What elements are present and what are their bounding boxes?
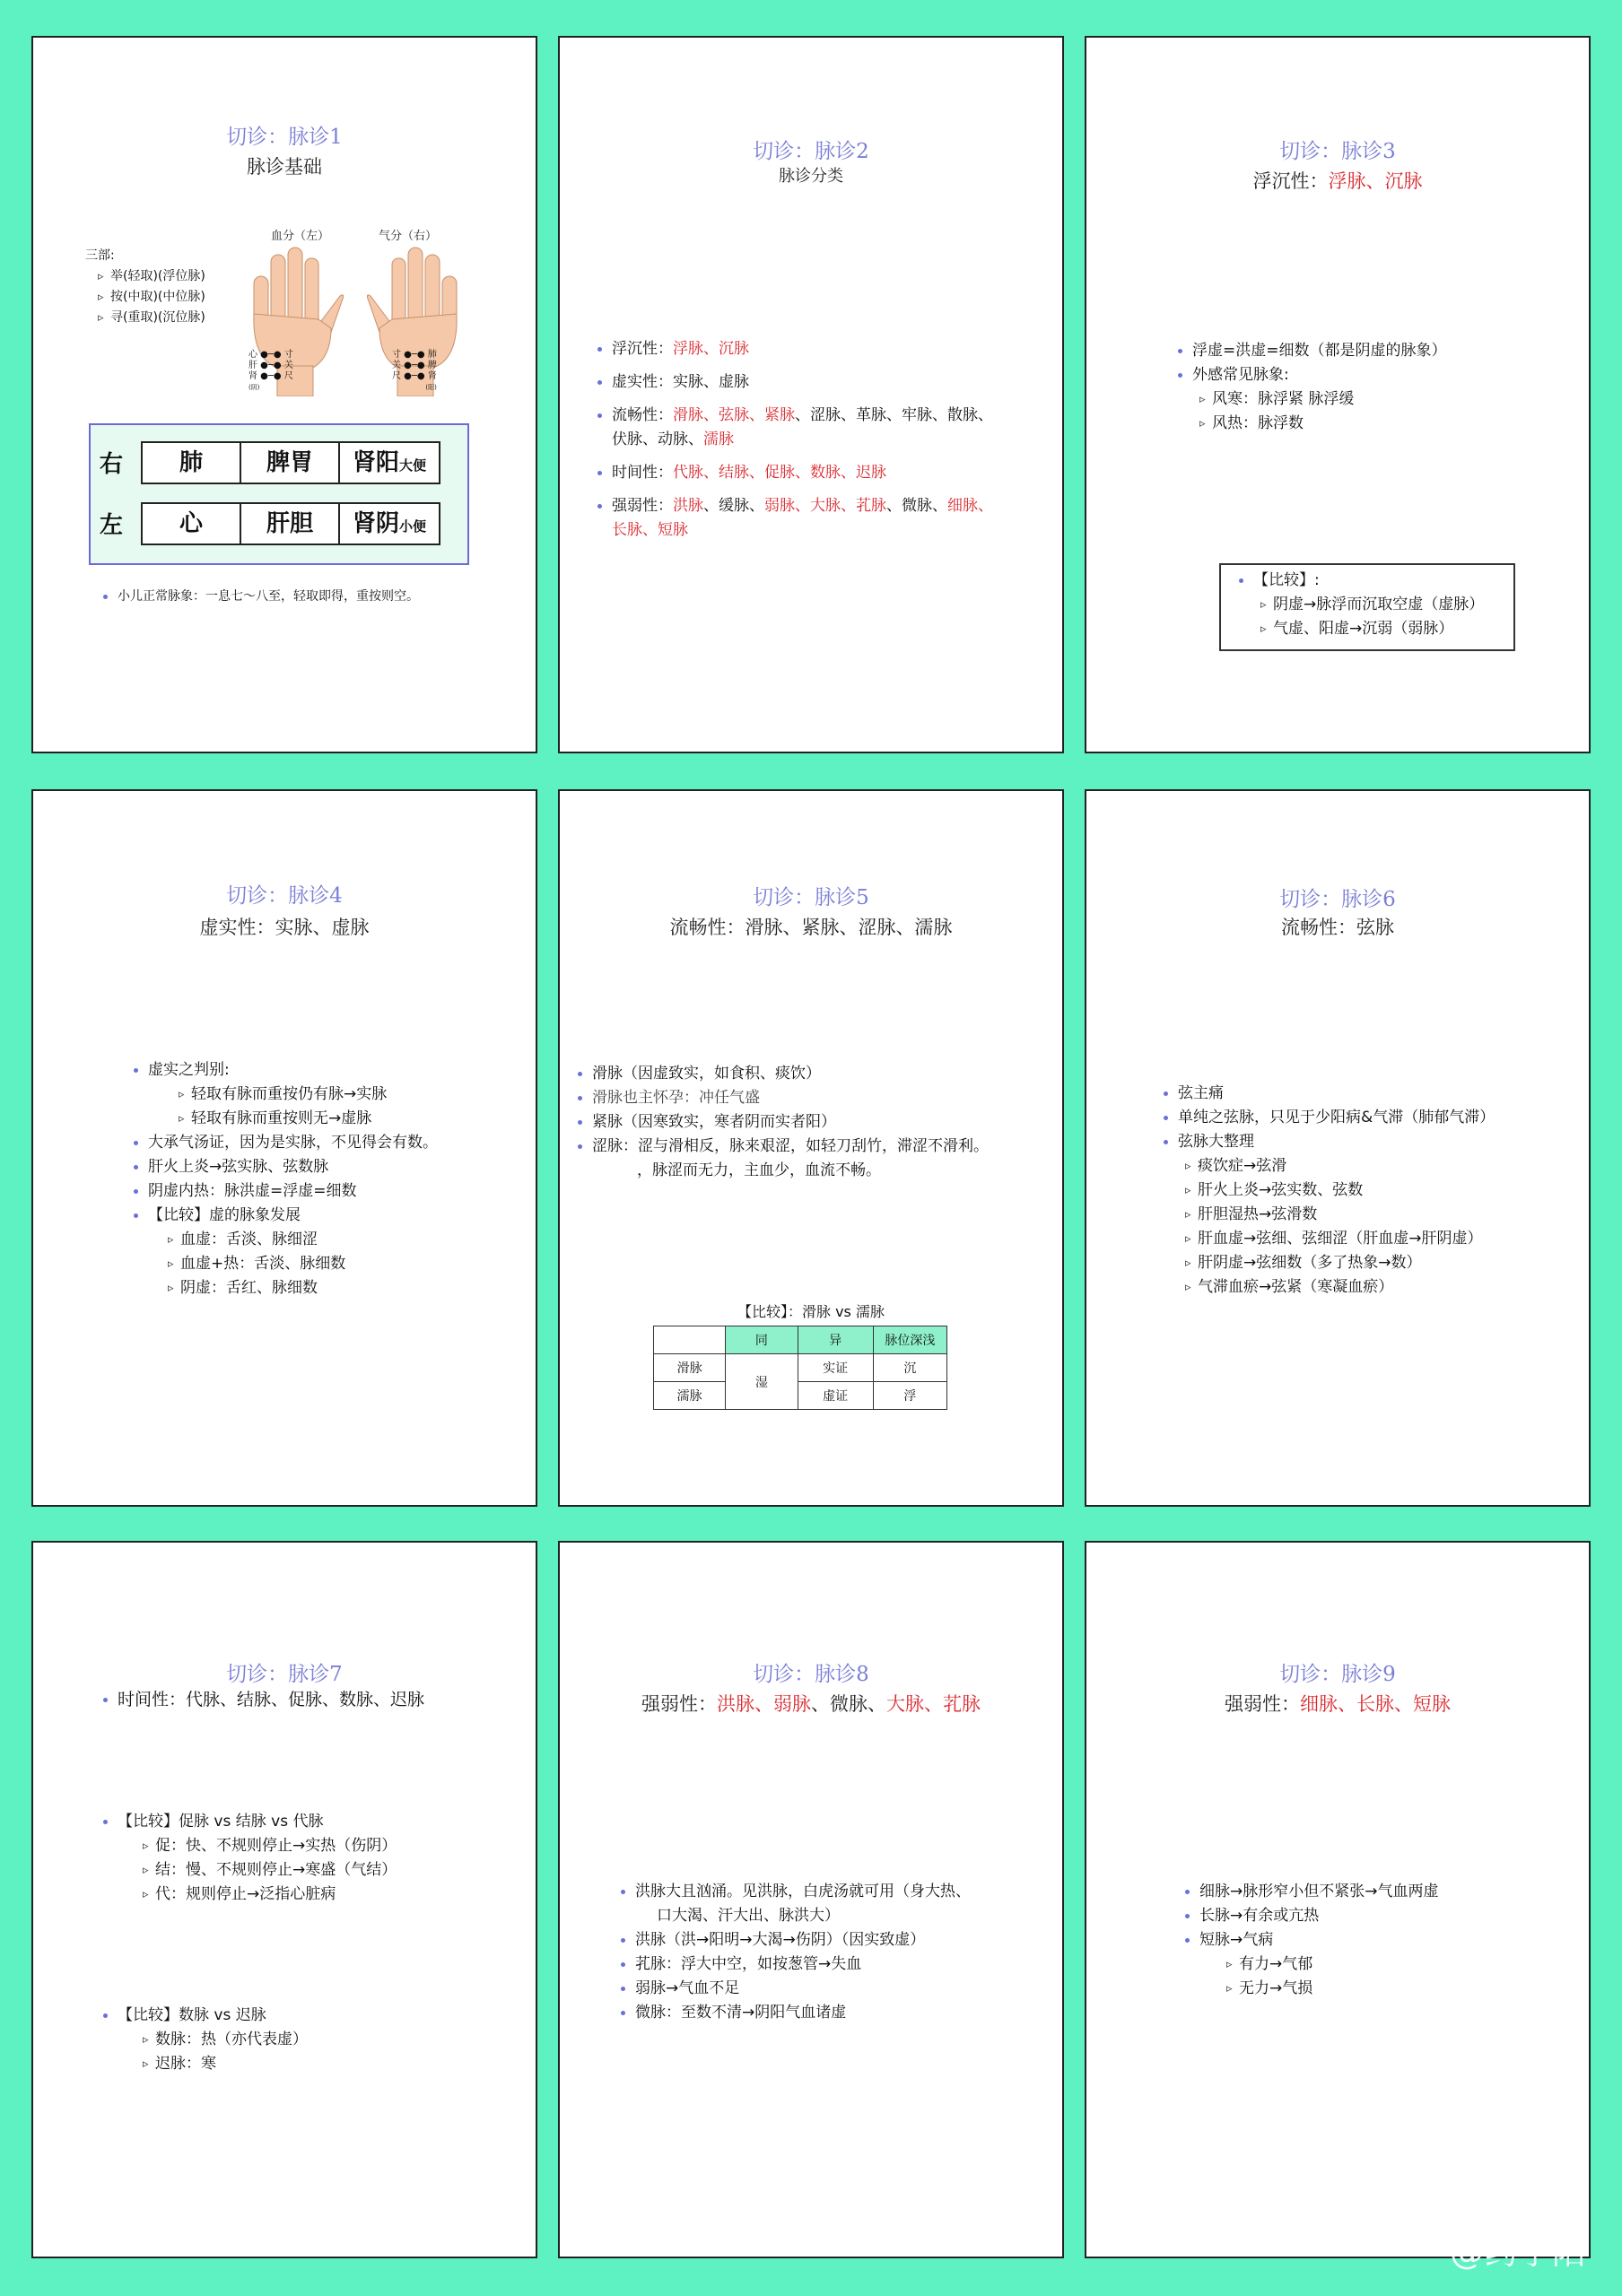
slide-title: 切诊：脉诊1: [226, 126, 343, 149]
list-subitem: ▹ 阴虚：舌红、脉细数: [168, 1276, 438, 1300]
cell: 脾胃: [240, 441, 340, 484]
slide-title: 切诊：脉诊8: [753, 1663, 869, 1686]
list-subitem: ▹ 轻取有脉而重按仍有脉→实脉: [179, 1083, 438, 1107]
list-item: 肝火上炎→弦实脉、弦数脉: [134, 1155, 438, 1179]
list-subitem: ▹ 风寒：脉浮紧 脉浮缓: [1199, 387, 1447, 412]
list-subitem: ▹ 肝血虚→弦细、弦细涩（肝血虚→肝阴虚）: [1185, 1227, 1585, 1251]
category-list: [597, 337, 1046, 543]
list-item: 长脉→有余或亢热: [1185, 1904, 1439, 1928]
slide-4: [31, 789, 537, 1507]
side-label: 右: [100, 451, 124, 478]
list-item: 洪脉大且汹涌。见洪脉，白虎汤就可用（身大热、: [621, 1880, 1060, 1904]
list-item: 流畅性：滑脉、弦脉、紧脉、涩脉、革脉、牢脉、散脉、 伏脉、动脉、濡脉: [597, 404, 1046, 452]
compare-title: 【比较】：滑脉 vs 濡脉: [737, 1303, 885, 1320]
slide-title: 切诊：脉诊4: [226, 884, 343, 908]
list-item: 细脉→脉形窄小但不紧张→气血两虚: [1185, 1880, 1439, 1904]
slide-subtitle: 虚实性：实脉、虚脉: [199, 917, 370, 938]
content-list: [1164, 1082, 1585, 1300]
list-item: 浮虚=洪虚=细数（都是阴虚的脉象）: [1178, 339, 1447, 363]
compare-list-2: [103, 2004, 308, 2076]
right-organ-marks: 寸 ●─● 肺 关 ●─● 脾 尺 ●─● 肾 (阳): [392, 350, 437, 391]
side-label: 左: [100, 512, 124, 539]
list-item-continuation: 口大渴、汗大出、脉洪大）: [657, 1907, 840, 1925]
sanbu-list: [85, 246, 205, 328]
sanbu-item: ▹ 按(中取)(中位脉): [98, 287, 205, 308]
table-header-row: 同 异 脉位深浅: [654, 1326, 947, 1354]
slide-7: [31, 1541, 537, 2258]
cell: 肺: [141, 441, 241, 484]
slide-subtitle: 强弱性：洪脉、弱脉、微脉、大脉、芤脉: [641, 1693, 981, 1715]
list-subitem: ▹ 气滞血瘀→弦紧（寒凝血瘀）: [1185, 1275, 1585, 1300]
list-subitem: ▹ 轻取有脉而重按则无→虚脉: [179, 1107, 438, 1131]
pulse-position-table: [89, 423, 469, 565]
list-item: 【比较】数脉 vs 迟脉: [103, 2004, 308, 2028]
cell: 心: [141, 502, 241, 545]
sanbu-item: ▹ 寻(重取)(沉位脉): [98, 308, 205, 328]
compare-box: [1219, 563, 1515, 651]
compare-table: [653, 1326, 947, 1410]
list-item: 【比较】虚的脉象发展: [134, 1204, 438, 1228]
list-subitem: ▹ 代：规则停止→泛指心脏病: [143, 1883, 397, 1907]
slide-subtitle: 脉诊基础: [247, 156, 322, 178]
list-subitem: ▹ 肝胆湿热→弦滑数: [1185, 1203, 1585, 1227]
slide-5: [558, 789, 1064, 1507]
left-hand-label: 血分（左）: [271, 230, 330, 243]
content-list: [1185, 1880, 1439, 2001]
list-item: 虚实性：实脉、虚脉: [597, 370, 1046, 395]
row-left: [91, 502, 467, 549]
list-item: 大承气汤证，因为是实脉，不见得会有数。: [134, 1131, 438, 1155]
slide-subtitle: 浮沉性：浮脉、沉脉: [1252, 170, 1423, 192]
slide-title: 切诊：脉诊5: [753, 886, 869, 909]
compare-item: ▹ 气虚、阳虚→沉弱（弱脉）: [1260, 617, 1504, 641]
table-row: 濡脉 虚证 浮: [654, 1382, 947, 1410]
compare-item: ▹ 阴虚→脉浮而沉取空虚（虚脉）: [1260, 593, 1504, 617]
right-hand-label: 气分（右）: [379, 230, 438, 243]
slide-1: [31, 36, 537, 753]
list-item: 滑脉（因虚致实，如食积、痰饮）: [578, 1062, 1053, 1086]
list-item: 微脉：至数不清→阴阳气血诸虚: [621, 2001, 1060, 2025]
list-subitem: ▹ 促：快、不规则停止→实热（伤阴）: [143, 1834, 397, 1858]
list-item: 紧脉（因寒致实，寒者阴而实者阳）: [578, 1110, 1053, 1135]
list-subitem: ▹ 肝阴虚→弦细数（多了热象→数）: [1185, 1251, 1585, 1275]
list-subitem: ▹ 有力→气郁: [1226, 1952, 1439, 1977]
list-item: 弱脉→气血不足: [621, 1977, 1060, 2001]
list-item: 强弱性：洪脉、缓脉、弱脉、大脉、芤脉、微脉、细脉、 长脉、短脉: [597, 494, 1046, 543]
list-item: 涩脉：涩与滑相反，脉来艰涩，如轻刀刮竹，滞涩不滑利。: [578, 1135, 1053, 1159]
slide-title: 切诊：脉诊9: [1279, 1663, 1396, 1686]
list-subitem: ▹ 血虚+热：舌淡、脉细数: [168, 1252, 438, 1276]
table-row: 滑脉 湿 实证 沉: [654, 1354, 947, 1382]
slide-subtitle: 时间性：代脉、结脉、促脉、数脉、迟脉: [103, 1688, 424, 1712]
list-subitem: ▹ 数脉：热（亦代表虚）: [143, 2028, 308, 2052]
list-item-continuation: ，脉涩而无力，主血少，血流不畅。: [637, 1161, 881, 1179]
row-right: [91, 441, 467, 488]
list-subitem: ▹ 血虚：舌淡、脉细涩: [168, 1228, 438, 1252]
slide-subtitle: 流畅性：滑脉、紧脉、涩脉、濡脉: [669, 917, 953, 938]
list-subitem: ▹ 风热：脉浮数: [1199, 412, 1447, 436]
slide-title: 切诊：脉诊3: [1279, 140, 1396, 163]
list-item: 滑脉也主怀孕：冲任气盛: [578, 1086, 1053, 1110]
list-item: 时间性：代脉、结脉、促脉、数脉、迟脉: [597, 461, 1046, 485]
slide-title: 切诊：脉诊6: [1279, 888, 1396, 911]
list-subitem: ▹ 迟脉：寒: [143, 2052, 308, 2076]
list-item: 单纯之弦脉，只见于少阳病&气滞（肺郁气滞）: [1164, 1106, 1585, 1130]
content-list: [578, 1062, 1053, 1183]
list-item: 虚实之判别:: [134, 1058, 438, 1083]
list-item: 【比较】促脉 vs 结脉 vs 代脉: [103, 1810, 397, 1834]
list-item: 弦主痛: [1164, 1082, 1585, 1106]
cell: 肾阴小便: [338, 502, 440, 545]
slide-6: [1085, 789, 1591, 1507]
list-item: 芤脉：浮大中空，如按葱管→失血: [621, 1952, 1060, 1977]
slide-subtitle: 脉诊分类: [779, 167, 843, 186]
sanbu-item: ▹ 举(轻取)(浮位脉): [98, 266, 205, 287]
slide-2: [558, 36, 1064, 753]
slide-9: [1085, 1541, 1591, 2258]
cell: 肾阳大便: [338, 441, 440, 484]
list-subitem: ▹ 痰饮症→弦滑: [1185, 1154, 1585, 1178]
left-organ-marks: 心 ●─● 寸 肝 ●─● 关 肾 ●─● 尺 (阴): [249, 350, 293, 391]
note: 小儿正常脉象：一息七～八至，轻取即得，重按则空。: [103, 585, 419, 609]
slide-subtitle: 强弱性：细脉、长脉、短脉: [1225, 1693, 1451, 1715]
slide-3: [1085, 36, 1591, 753]
list-subitem: ▹ 肝火上炎→弦实数、弦数: [1185, 1178, 1585, 1203]
compare-title: 【比较】:: [1239, 569, 1504, 593]
list-subitem: ▹ 结：慢、不规则停止→寒盛（气结）: [143, 1858, 397, 1883]
list-subitem: ▹ 无力→气损: [1226, 1977, 1439, 2001]
list-item: 弦脉大整理: [1164, 1130, 1585, 1154]
content-list: [134, 1058, 438, 1300]
watermark: @药子陌: [1449, 2232, 1586, 2272]
content-list: [1178, 339, 1447, 436]
list-item: 阴虚内热：脉洪虚=浮虚=细数: [134, 1179, 438, 1204]
list-item: 浮沉性：浮脉、沉脉: [597, 337, 1046, 361]
list-item: 外感常见脉象:: [1178, 363, 1447, 387]
slide-8: [558, 1541, 1064, 2258]
list-item: 短脉→气病: [1185, 1928, 1439, 1952]
slide-title: 切诊：脉诊2: [753, 140, 869, 163]
sanbu-title: 三部:: [85, 248, 115, 263]
list-item: 洪脉（洪→阳明→大渴→伤阴）（因实致虚）: [621, 1928, 1060, 1952]
cell: 肝胆: [240, 502, 340, 545]
compare-list-1: [103, 1810, 397, 1907]
slide-title: 切诊：脉诊7: [226, 1663, 343, 1686]
content-list: [621, 1880, 1060, 2025]
slide-subtitle: 流畅性：弦脉: [1281, 917, 1394, 938]
